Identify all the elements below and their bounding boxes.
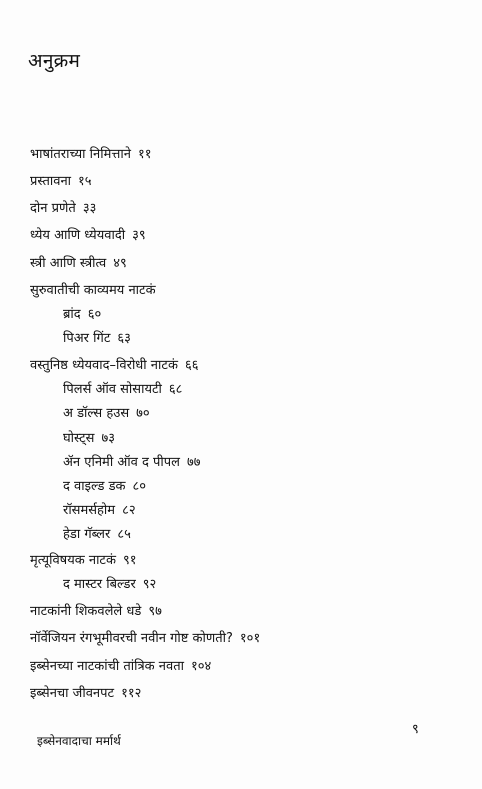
toc-entry (30, 174, 92, 190)
toc-entry-page: ११ (137, 147, 152, 162)
toc-subentry (63, 455, 201, 471)
toc-entry-label: ध्येय आणि ध्येयवादी (30, 228, 126, 243)
toc-subentry (63, 331, 131, 347)
toc-entry-page: १०१ (239, 631, 261, 646)
toc-entry (30, 631, 260, 647)
toc-entry-label: नॉर्वेजियन रंगभूमीवरची नवीन गोष्ट कोणती? (30, 631, 233, 646)
toc-entry-page: ३९ (132, 228, 146, 243)
toc-entry-page: ४९ (113, 256, 127, 271)
toc-entry-label: ब्रांद (63, 307, 81, 322)
toc-entry (30, 659, 211, 675)
toc-entry-label: द मास्टर बिल्डर (63, 577, 136, 592)
toc-entry-page: ११२ (121, 686, 142, 701)
toc-entry-label: पिलर्स ऑव सोसायटी (63, 382, 162, 397)
toc-entry-page: ६६ (184, 358, 199, 373)
toc-entry-label: रॉसमर्सहोम (63, 503, 116, 518)
toc-entry (30, 256, 127, 272)
toc-subentry (63, 527, 131, 543)
toc-entry-page: ७३ (101, 431, 115, 446)
toc-entry-page: १५ (78, 174, 92, 189)
toc-entry-page: ६० (87, 307, 102, 322)
toc-entry-page: ६८ (168, 382, 183, 397)
toc-entry-page: ८० (132, 479, 147, 494)
toc-entry-page: ७० (136, 406, 150, 421)
toc-entry-label: घोस्ट्स (63, 431, 95, 446)
toc-entry-page: ६३ (117, 331, 131, 346)
toc-entry-label: सुरुवातीची काव्यमय नाटकं (30, 283, 156, 298)
contents-heading: अनुक्रम (28, 50, 81, 72)
toc-entry-label: इब्सेनचा जीवनपट (30, 686, 115, 701)
toc-entry-label: स्त्री आणि स्त्रीत्व (30, 256, 107, 271)
toc-entry-page: १०४ (191, 659, 212, 674)
toc-subentry (63, 307, 101, 323)
toc-entry (30, 147, 152, 163)
toc-subentry (63, 503, 136, 519)
toc-entry-label: मृत्यूविषयक नाटकं (30, 553, 116, 568)
toc-subentry (63, 406, 150, 422)
toc-entry (30, 358, 198, 374)
toc-entry (30, 686, 141, 702)
toc-entry-label: पिअर गिंट (63, 331, 111, 346)
toc-entry-page: ९७ (148, 604, 162, 619)
toc-entry-label: प्रस्तावना (30, 174, 72, 189)
toc-entry-page: ९२ (142, 577, 157, 592)
toc-entry-label: नाटकांनी शिकवलेले धडे (30, 604, 142, 619)
toc-entry-page: ८२ (122, 503, 136, 518)
toc-entry (30, 201, 96, 217)
toc-entry-page: ३३ (82, 201, 97, 216)
running-footer-title: इब्सेनवादाचा मर्मार्थ (37, 734, 121, 748)
toc-entry-label: वस्तुनिष्ठ ध्येयवाद–विरोधी नाटकं (30, 358, 178, 373)
toc-entry-page: ८५ (117, 527, 131, 542)
toc-entry-label: इब्सेनच्या नाटकांची तांत्रिक नवता (30, 659, 185, 674)
toc-entry-label: द वाइल्ड डक (63, 479, 126, 494)
toc-entry (30, 604, 162, 620)
page-number: ९ (412, 722, 419, 737)
toc-entry (30, 553, 137, 569)
toc-entry (30, 228, 146, 244)
toc-entry-label: ॲन एनिमी ऑव द पीपल (63, 455, 180, 470)
toc-subentry (63, 577, 156, 593)
toc-entry-label: भाषांतराच्या निमित्ताने (30, 147, 131, 162)
toc-subentry (63, 479, 146, 495)
toc-subentry (63, 382, 182, 398)
toc-entry-label: अ डॉल्स हउस (63, 406, 130, 421)
toc-entry-label: दोन प्रणेते (30, 201, 76, 216)
toc-entry-label: हेडा गॅब्लर (63, 527, 111, 542)
toc-entry-page: ७७ (186, 455, 201, 470)
toc-entry (30, 283, 163, 299)
toc-entry-page: ९१ (122, 553, 137, 568)
toc-subentry (63, 431, 115, 447)
